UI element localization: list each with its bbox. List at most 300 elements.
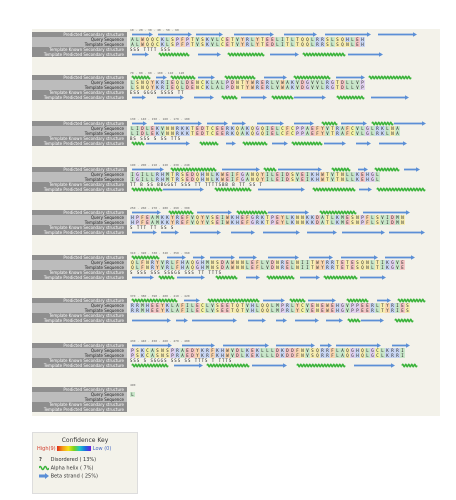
residue: R bbox=[256, 85, 259, 90]
residue: S bbox=[171, 37, 174, 42]
residue: D bbox=[221, 260, 224, 265]
residue: D bbox=[286, 348, 289, 353]
residue: F bbox=[186, 215, 189, 220]
residue: E bbox=[221, 126, 224, 131]
alpha-helix-mark bbox=[297, 364, 345, 367]
residue: K bbox=[206, 42, 209, 47]
residue: L bbox=[351, 80, 354, 85]
residue: K bbox=[281, 348, 284, 353]
residue: E bbox=[216, 126, 219, 131]
residue: L bbox=[386, 126, 389, 131]
residue: K bbox=[261, 220, 264, 225]
residue: P bbox=[226, 80, 229, 85]
alpha-helix-mark bbox=[303, 53, 345, 56]
residue: R bbox=[336, 131, 339, 136]
row-labels bbox=[32, 210, 127, 235]
residue: V bbox=[276, 85, 279, 90]
alignment-block bbox=[32, 339, 440, 370]
residue: I bbox=[166, 80, 169, 85]
residue: E bbox=[186, 353, 189, 358]
residue: D bbox=[271, 42, 274, 47]
residue: T bbox=[241, 308, 244, 313]
residue: W bbox=[141, 37, 144, 42]
residue: S bbox=[356, 260, 359, 265]
residue: G bbox=[136, 172, 139, 177]
residue: A bbox=[341, 353, 344, 358]
residue: N bbox=[236, 265, 239, 270]
residue: N bbox=[316, 303, 319, 308]
residue: H bbox=[356, 348, 359, 353]
residue: G bbox=[251, 220, 254, 225]
residue: L bbox=[271, 308, 274, 313]
residue: R bbox=[316, 37, 319, 42]
beta-strand-mark bbox=[177, 275, 205, 280]
template-predicted-ss-track bbox=[130, 52, 430, 57]
beta-strand-mark bbox=[326, 318, 343, 323]
residue: I bbox=[266, 172, 269, 177]
alpha-helix-mark bbox=[347, 299, 368, 302]
residue: S bbox=[181, 177, 184, 182]
residue: C bbox=[351, 131, 354, 136]
residue: S bbox=[136, 348, 139, 353]
residue: G bbox=[391, 265, 394, 270]
residue: P bbox=[136, 220, 139, 225]
residue: D bbox=[231, 80, 234, 85]
residue: E bbox=[286, 265, 289, 270]
residue: L bbox=[261, 353, 264, 358]
residue: F bbox=[181, 42, 184, 47]
residue: L bbox=[146, 172, 149, 177]
residue: E bbox=[171, 85, 174, 90]
residue: M bbox=[396, 215, 399, 220]
residue: F bbox=[256, 260, 259, 265]
residue: I bbox=[301, 265, 304, 270]
residue: E bbox=[341, 260, 344, 265]
residue: L bbox=[331, 220, 334, 225]
residue: E bbox=[351, 260, 354, 265]
residue: S bbox=[311, 353, 314, 358]
row-label-query: Query Sequence bbox=[32, 260, 127, 265]
residue: H bbox=[201, 172, 204, 177]
residue: G bbox=[351, 348, 354, 353]
residue: K bbox=[256, 348, 259, 353]
residue: L bbox=[136, 37, 139, 42]
residue: K bbox=[216, 348, 219, 353]
row-label-known-ss: Template Known Secondary structure bbox=[32, 136, 127, 141]
residue: E bbox=[226, 303, 229, 308]
residue: G bbox=[331, 85, 334, 90]
residue: F bbox=[141, 260, 144, 265]
residue: D bbox=[201, 126, 204, 131]
residue: A bbox=[176, 303, 179, 308]
beta-strand-mark bbox=[354, 363, 395, 368]
residue: M bbox=[206, 260, 209, 265]
residue: I bbox=[306, 260, 309, 265]
residue: T bbox=[191, 131, 194, 136]
residue: L bbox=[261, 260, 264, 265]
residue: R bbox=[281, 265, 284, 270]
residue: P bbox=[351, 308, 354, 313]
residue: W bbox=[316, 265, 319, 270]
beta-strand-mark bbox=[342, 230, 385, 235]
residue: L bbox=[371, 260, 374, 265]
residue: T bbox=[336, 85, 339, 90]
residue: E bbox=[361, 303, 364, 308]
residue: T bbox=[206, 126, 209, 131]
residue: K bbox=[156, 85, 159, 90]
beta-strand-mark bbox=[132, 318, 171, 323]
residue: L bbox=[376, 308, 379, 313]
residue: Q bbox=[196, 215, 199, 220]
residue: C bbox=[221, 42, 224, 47]
residue: W bbox=[226, 215, 229, 220]
alignment-block bbox=[32, 71, 440, 102]
residue: P bbox=[226, 85, 229, 90]
residue: E bbox=[366, 308, 369, 313]
residue: R bbox=[326, 85, 329, 90]
residue: L bbox=[136, 265, 139, 270]
residue: R bbox=[206, 353, 209, 358]
residue: I bbox=[281, 177, 284, 182]
residue: Y bbox=[321, 260, 324, 265]
position-ruler: 70 . 80 . 90 . 100 . 110 . 120 bbox=[130, 71, 185, 75]
residue: I bbox=[231, 177, 234, 182]
residue: L bbox=[261, 265, 264, 270]
residue: K bbox=[356, 177, 359, 182]
residue: F bbox=[246, 220, 249, 225]
residue: A bbox=[151, 215, 154, 220]
residue: N bbox=[341, 177, 344, 182]
beta-strand-mark bbox=[231, 230, 255, 235]
residue: L bbox=[361, 131, 364, 136]
residue: G bbox=[196, 260, 199, 265]
residue: N bbox=[236, 260, 239, 265]
residue: Y bbox=[296, 303, 299, 308]
residue: R bbox=[376, 126, 379, 131]
residue: S bbox=[166, 348, 169, 353]
residue: L bbox=[331, 37, 334, 42]
residue: E bbox=[221, 308, 224, 313]
residue: F bbox=[141, 220, 144, 225]
residue: E bbox=[351, 265, 354, 270]
residue: R bbox=[161, 80, 164, 85]
residue: L bbox=[151, 172, 154, 177]
beta-strand-mark bbox=[226, 141, 236, 146]
residue: S bbox=[216, 265, 219, 270]
residue: H bbox=[221, 353, 224, 358]
residue: L bbox=[131, 126, 134, 131]
alignment-block bbox=[32, 28, 440, 59]
residue: L bbox=[171, 303, 174, 308]
residue: G bbox=[371, 348, 374, 353]
residue: P bbox=[186, 37, 189, 42]
residue: T bbox=[336, 265, 339, 270]
residue: R bbox=[256, 215, 259, 220]
residue: I bbox=[131, 177, 134, 182]
residue: K bbox=[356, 172, 359, 177]
residue: T bbox=[296, 37, 299, 42]
residue: F bbox=[346, 131, 349, 136]
residue: P bbox=[281, 308, 284, 313]
template-predicted-ss-track bbox=[130, 95, 430, 100]
alpha-helix-mark bbox=[294, 76, 330, 79]
residue: L bbox=[371, 215, 374, 220]
residue: F bbox=[236, 177, 239, 182]
residue: D bbox=[271, 260, 274, 265]
residue: S bbox=[351, 220, 354, 225]
residue: E bbox=[266, 37, 269, 42]
residue: P bbox=[361, 215, 364, 220]
row-label-known-ss: Template Known Secondary structure bbox=[32, 47, 127, 52]
residue: R bbox=[281, 260, 284, 265]
residue: V bbox=[206, 215, 209, 220]
residue: L bbox=[211, 172, 214, 177]
alpha-helix-mark bbox=[292, 142, 322, 145]
residue: Q bbox=[251, 131, 254, 136]
residue: H bbox=[346, 37, 349, 42]
residue: E bbox=[276, 220, 279, 225]
residue: M bbox=[341, 220, 344, 225]
residue: K bbox=[336, 220, 339, 225]
residue: F bbox=[366, 215, 369, 220]
residue: L bbox=[366, 353, 369, 358]
residue: L bbox=[256, 303, 259, 308]
residue: D bbox=[391, 220, 394, 225]
beta-strand-mark bbox=[161, 230, 179, 235]
residue: L bbox=[376, 172, 379, 177]
residue: A bbox=[226, 265, 229, 270]
beta-strand-icon bbox=[39, 473, 49, 479]
residue: P bbox=[301, 126, 304, 131]
residue: T bbox=[346, 260, 349, 265]
residue: N bbox=[251, 172, 254, 177]
row-label-template: Template Sequence bbox=[32, 42, 127, 47]
alpha-helix-mark bbox=[222, 96, 237, 99]
residue: E bbox=[151, 308, 154, 313]
alpha-helix-mark bbox=[132, 364, 168, 367]
residue: E bbox=[226, 37, 229, 42]
residue: V bbox=[346, 303, 349, 308]
residue: S bbox=[291, 172, 294, 177]
row-label-pred-ss: Predicted Secondary structure bbox=[32, 75, 127, 80]
residue: K bbox=[381, 131, 384, 136]
residue: E bbox=[191, 85, 194, 90]
residue: M bbox=[156, 215, 159, 220]
residue: K bbox=[156, 131, 159, 136]
residue: R bbox=[176, 220, 179, 225]
residue: R bbox=[176, 131, 179, 136]
residue: Q bbox=[346, 348, 349, 353]
residue: F bbox=[176, 265, 179, 270]
residue: L bbox=[251, 42, 254, 47]
residue: R bbox=[206, 348, 209, 353]
residue: L bbox=[321, 85, 324, 90]
alpha-helix-mark bbox=[332, 168, 350, 171]
row-label-query: Query Sequence bbox=[32, 172, 127, 177]
residue: M bbox=[341, 215, 344, 220]
beta-strand-mark bbox=[248, 318, 266, 323]
residue: F bbox=[366, 220, 369, 225]
residue: N bbox=[391, 131, 394, 136]
residue: Y bbox=[241, 42, 244, 47]
residue: I bbox=[266, 131, 269, 136]
confidence-scale bbox=[37, 446, 111, 452]
beta-strand-mark bbox=[132, 95, 146, 100]
residue: H bbox=[236, 220, 239, 225]
legend-alpha-label: Alpha helix ( 7%) bbox=[50, 465, 94, 472]
residue: E bbox=[251, 260, 254, 265]
row-label-query: Query Sequence bbox=[32, 215, 127, 220]
residue: L bbox=[136, 42, 139, 47]
residue: E bbox=[146, 220, 149, 225]
residue: A bbox=[151, 353, 154, 358]
residue: D bbox=[316, 215, 319, 220]
beta-strand-mark bbox=[300, 275, 320, 280]
residue: P bbox=[131, 348, 134, 353]
residue: K bbox=[311, 172, 314, 177]
beta-strand-mark bbox=[132, 52, 149, 57]
residue: R bbox=[266, 80, 269, 85]
alpha-helix-mark bbox=[267, 276, 294, 279]
residue: Q bbox=[306, 42, 309, 47]
residue: N bbox=[236, 85, 239, 90]
residue: E bbox=[196, 303, 199, 308]
alpha-helix-mark bbox=[216, 276, 237, 279]
residue: L bbox=[181, 80, 184, 85]
residue: C bbox=[351, 126, 354, 131]
residue: K bbox=[291, 220, 294, 225]
residue: N bbox=[296, 260, 299, 265]
alpha-helix-mark bbox=[132, 256, 159, 259]
residue: P bbox=[356, 303, 359, 308]
residue: R bbox=[226, 126, 229, 131]
alpha-helix-mark bbox=[372, 122, 393, 125]
residue: C bbox=[291, 126, 294, 131]
residue: Q bbox=[151, 37, 154, 42]
residue: A bbox=[151, 220, 154, 225]
residue: L bbox=[256, 308, 259, 313]
residue: T bbox=[326, 172, 329, 177]
residue: V bbox=[381, 220, 384, 225]
residue: E bbox=[181, 220, 184, 225]
residue: V bbox=[296, 172, 299, 177]
residue: C bbox=[301, 308, 304, 313]
residue: V bbox=[311, 85, 314, 90]
residue: K bbox=[161, 215, 164, 220]
residue: E bbox=[311, 131, 314, 136]
template-predicted-ss-track bbox=[130, 318, 430, 323]
template-predicted-ss-track bbox=[130, 141, 430, 146]
residue: L bbox=[381, 348, 384, 353]
residue: E bbox=[156, 303, 159, 308]
residue: H bbox=[131, 215, 134, 220]
residue: H bbox=[316, 177, 319, 182]
residue: K bbox=[311, 215, 314, 220]
residue: Q bbox=[361, 260, 364, 265]
residue: L bbox=[276, 126, 279, 131]
residue: E bbox=[356, 37, 359, 42]
residue: E bbox=[196, 308, 199, 313]
confidence-high-label: High(9) bbox=[37, 446, 56, 452]
template-predicted-ss-track bbox=[130, 187, 430, 192]
row-label-known-ss: Template Known Secondary structure bbox=[32, 225, 127, 230]
residue: I bbox=[221, 220, 224, 225]
residue: W bbox=[221, 177, 224, 182]
residue: V bbox=[246, 303, 249, 308]
residue: T bbox=[326, 215, 329, 220]
residue: V bbox=[306, 353, 309, 358]
residue: E bbox=[261, 80, 264, 85]
row-label-pred-ss: Predicted Secondary structure bbox=[32, 167, 127, 172]
residue: H bbox=[201, 260, 204, 265]
residue: L bbox=[346, 172, 349, 177]
residue: C bbox=[291, 131, 294, 136]
residue: L bbox=[136, 260, 139, 265]
residue: E bbox=[186, 172, 189, 177]
residue: V bbox=[161, 126, 164, 131]
residue: L bbox=[211, 80, 214, 85]
known-ss-row: TT B SS BBGGGT SSS TT TTTTSBB B TT SS T bbox=[130, 182, 263, 187]
residue: N bbox=[141, 80, 144, 85]
residue: P bbox=[271, 215, 274, 220]
alpha-helix-icon bbox=[39, 465, 49, 471]
residue: G bbox=[366, 131, 369, 136]
residue: P bbox=[171, 348, 174, 353]
row-label-template: Template Sequence bbox=[32, 397, 127, 402]
residue: S bbox=[216, 260, 219, 265]
row-labels bbox=[32, 121, 127, 146]
residue: L bbox=[346, 85, 349, 90]
residue: H bbox=[251, 303, 254, 308]
residue: E bbox=[226, 177, 229, 182]
residue: K bbox=[256, 353, 259, 358]
position-ruler: 490 bbox=[130, 383, 136, 387]
residue: W bbox=[281, 85, 284, 90]
alpha-helix-mark bbox=[159, 53, 189, 56]
alpha-helix-mark bbox=[243, 142, 267, 145]
residue: L bbox=[206, 308, 209, 313]
residue: A bbox=[186, 260, 189, 265]
residue: R bbox=[391, 303, 394, 308]
residue: T bbox=[311, 260, 314, 265]
residue: K bbox=[206, 80, 209, 85]
residue: M bbox=[141, 303, 144, 308]
residue: L bbox=[271, 177, 274, 182]
residue: F bbox=[316, 126, 319, 131]
residue: M bbox=[276, 303, 279, 308]
residue: S bbox=[326, 37, 329, 42]
residue: Y bbox=[151, 85, 154, 90]
residue: A bbox=[216, 80, 219, 85]
residue: L bbox=[131, 131, 134, 136]
residue: G bbox=[196, 265, 199, 270]
residue: E bbox=[221, 303, 224, 308]
residue: R bbox=[176, 177, 179, 182]
residue: W bbox=[281, 80, 284, 85]
residue: L bbox=[146, 126, 149, 131]
residue: D bbox=[276, 353, 279, 358]
residue: T bbox=[231, 308, 234, 313]
residue: V bbox=[356, 80, 359, 85]
beta-strand-mark bbox=[294, 95, 326, 100]
residue: N bbox=[171, 131, 174, 136]
residue: L bbox=[346, 80, 349, 85]
residue: L bbox=[291, 42, 294, 47]
residue: I bbox=[141, 177, 144, 182]
residue: S bbox=[336, 37, 339, 42]
residue: D bbox=[141, 126, 144, 131]
row-label-known-ss: Template Known Secondary structure bbox=[32, 270, 127, 275]
